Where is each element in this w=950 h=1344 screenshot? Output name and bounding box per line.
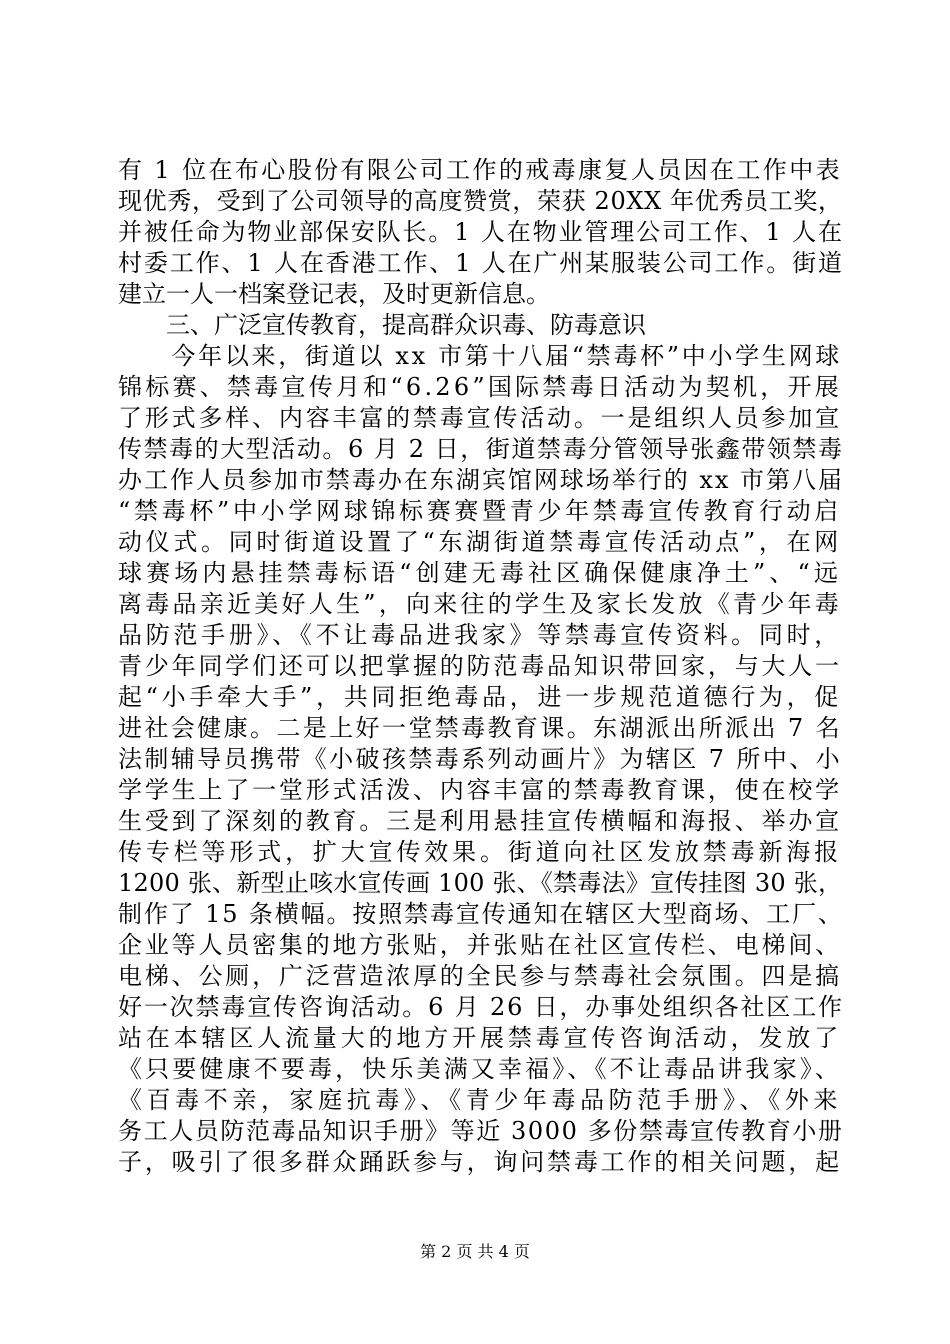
text-line: 法制辅导员携带《小破孩禁毒系列动画片》为辖区 7 所中、小 (118, 745, 842, 773)
text-line: 进社会健康。二是上好一堂禁毒教育课。东湖派出所派出 7 名 (118, 714, 842, 742)
text-line: 离毒品亲近美好人生”，向来往的学生及家长发放《青少年毒 (118, 590, 842, 618)
text-line: 电梯、公厕，广泛营造浓厚的全民参与禁毒社会氛围。四是搞 (118, 962, 842, 990)
text-line: 学学生上了一堂形式活泼、内容丰富的禁毒教育课，使在校学 (118, 776, 842, 804)
text-line: 传禁毒的大型活动。6 月 2 日，街道禁毒分管领导张鑫带领禁毒 (118, 435, 844, 463)
text-line: 生受到了深刻的教育。三是利用悬挂宣传横幅和海报、举办宣 (118, 807, 842, 835)
text-line: “禁毒杯”中小学网球锦标赛赛暨青少年禁毒宣传教育行动启 (118, 497, 842, 525)
text-line: 了形式多样、内容丰富的禁毒宣传活动。一是组织人员参加宣 (118, 404, 842, 432)
text-line: 务工人员防范毒品知识手册》等近 3000 多份禁毒宣传教育小册 (118, 1117, 844, 1145)
text-line: 企业等人员密集的地方张贴，并张贴在社区宣传栏、电梯间、 (118, 931, 842, 959)
text-line: 村委工作、1 人在香港工作、1 人在广州某服装公司工作。街道 (118, 249, 844, 277)
text-line: 有 1 位在布心股份有限公司工作的戒毒康复人员因在工作中表 (118, 156, 842, 184)
text-line: 现优秀，受到了公司领导的高度赞赏，荣获 20XX 年优秀员工奖， (118, 187, 843, 215)
text-line: 锦标赛、禁毒宣传月和“6.26”国际禁毒日活动为契机，开展 (118, 373, 842, 401)
text-line: 1200 张、新型止咳水宣传画 100 张、《禁毒法》宣传挂图 30 张， (118, 869, 843, 897)
text-line: 《百毒不亲，家庭抗毒》、《青少年毒品防范手册》、《外来 (118, 1086, 842, 1114)
text-line: 《只要健康不要毒，快乐美满又幸福》、《不让毒品讲我家》、 (118, 1055, 842, 1083)
page-footer: 第 2 页 共 4 页 (420, 1242, 530, 1261)
text-line: 并被任命为物业部保安队长。1 人在物业管理公司工作、1 人在 (118, 218, 844, 246)
text-line: 青少年同学们还可以把掌握的防范毒品知识带回家，与大人一 (118, 652, 842, 680)
text-line: 动仪式。同时街道设置了“东湖街道禁毒宣传活动点”，在网 (118, 528, 842, 556)
body-text (118, 155, 842, 1178)
text-line: 三、广泛宣传教育，提高群众识毒、防毒意识 (118, 311, 646, 339)
text-line: 办工作人员参加市禁毒办在东湖宾馆网球场举行的 xx 市第八届 (118, 466, 844, 494)
text-line: 子，吸引了很多群众踊跃参与，询问禁毒工作的相关问题，起 (118, 1148, 842, 1176)
text-line: 好一次禁毒宣传咨询活动。6 月 26 日，办事处组织各社区工作 (118, 993, 844, 1021)
text-line: 球赛场内悬挂禁毒标语“创建无毒社区确保健康净土”、“远 (118, 559, 842, 587)
text-line: 今年以来，街道以 xx 市第十八届“禁毒杯”中小学生网球 (118, 342, 842, 370)
text-line: 建立一人一档案登记表，及时更新信息。 (118, 280, 550, 308)
text-line: 起“小手牵大手”，共同拒绝毒品，进一步规范道德行为，促 (118, 683, 842, 711)
text-line: 站在本辖区人流量大的地方开展禁毒宣传咨询活动，发放了 (118, 1024, 842, 1052)
text-line: 传专栏等形式，扩大宣传效果。街道向社区发放禁毒新海报 (118, 838, 842, 866)
text-line: 品防范手册》、《不让毒品进我家》等禁毒宣传资料。同时， (118, 621, 842, 649)
text-line: 制作了 15 条横幅。按照禁毒宣传通知在辖区大型商场、工厂、 (118, 900, 844, 928)
